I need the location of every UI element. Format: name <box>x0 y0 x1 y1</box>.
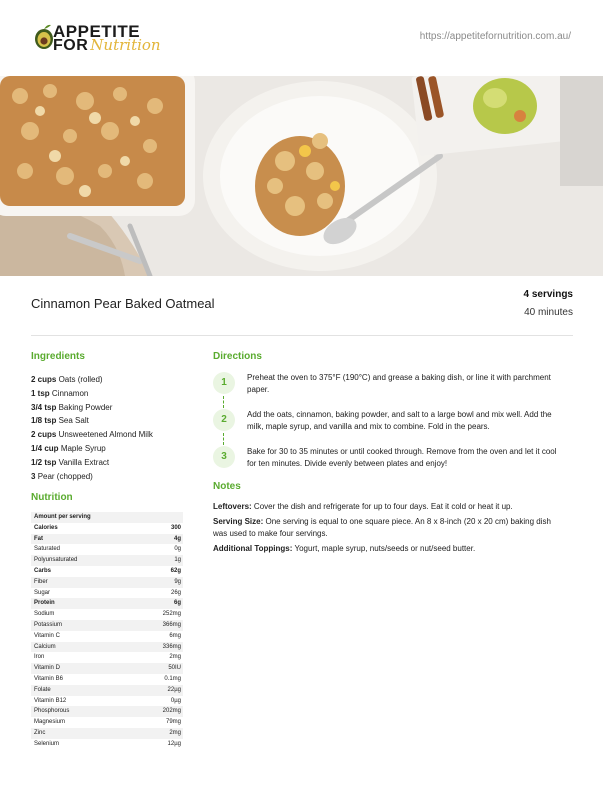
note-text: Yogurt, maple syrup, nuts/seeds or nut/seed butter. <box>294 543 476 553</box>
note-item <box>213 543 565 556</box>
divider <box>31 335 573 336</box>
nutrition-row <box>31 577 183 588</box>
nutrition-row <box>31 555 183 566</box>
step-text: Bake for 30 to 35 minutes or until cooked through. Remove from the oven and let it cool for ten minutes. Divide evenly between plates and enjoy! <box>247 447 557 468</box>
nutrition-value: 26g <box>170 589 181 596</box>
note-item <box>213 516 565 541</box>
nutrition-row <box>31 663 183 674</box>
ingredient-qty: 2 cups <box>31 375 57 384</box>
nutrition-value: 9g <box>174 578 181 585</box>
ingredient-name: Vanilla Extract <box>58 457 110 467</box>
directions-heading: Directions <box>213 351 262 362</box>
ingredient-name: Maple Syrup <box>60 443 106 453</box>
nutrition-row <box>31 523 183 534</box>
nutrition-row <box>31 566 183 577</box>
nutrition-row <box>31 728 183 739</box>
step-connector <box>223 433 225 445</box>
nutrition-row <box>31 598 183 609</box>
nutrition-table <box>31 512 183 750</box>
nutrition-value: 6g <box>173 600 181 607</box>
nutrition-label: Phosphorous <box>34 708 70 715</box>
ingredient-qty: 2 cups <box>31 430 57 440</box>
ingredient-qty: 1 tsp <box>31 388 50 398</box>
baked-oatmeal-photo <box>0 76 603 276</box>
ingredient-item <box>31 373 201 387</box>
nutrition-value: 0g <box>174 546 181 553</box>
nutrition-row <box>31 620 183 631</box>
ingredient-item <box>31 401 201 415</box>
ingredient-name: Baking Powder <box>58 402 113 412</box>
nutrition-row <box>31 534 183 545</box>
nutrition-label: Vitamin D <box>34 665 60 672</box>
ingredient-item <box>31 414 201 428</box>
nutrition-value: 0µg <box>170 697 181 704</box>
step-number: 2 <box>213 409 235 431</box>
logo-appetite: APPETITE <box>53 22 141 41</box>
avocado-icon <box>33 24 55 50</box>
nutrition-row <box>31 696 183 707</box>
note-label: Serving Size: <box>213 516 264 526</box>
nutrition-label: Vitamin B6 <box>34 675 63 682</box>
ingredient-qty: 3/4 tsp <box>31 402 57 412</box>
nutrition-label: Zinc <box>34 729 46 736</box>
page-header <box>0 0 603 76</box>
nutrition-value: 1g <box>174 557 181 564</box>
nutrition-value: 4g <box>173 535 181 542</box>
ingredient-qty: 1/2 tsp <box>31 457 57 467</box>
nutrition-value: 0.1mg <box>164 675 181 682</box>
nutrition-label: Fiber <box>34 578 48 585</box>
note-text: One serving is equal to one square piece. An 8 x 8-inch (20 x 20 cm) baking dish was used to make four servings. <box>213 516 551 538</box>
nutrition-row <box>31 631 183 642</box>
nutrition-header-label: Amount per serving <box>34 514 91 520</box>
recipe-title: Cinnamon Pear Baked Oatmeal <box>31 296 215 311</box>
nutrition-value: 202mg <box>162 708 181 715</box>
nutrition-value: 22µg <box>167 686 181 693</box>
nutrition-value: 50IU <box>168 665 181 672</box>
ingredient-name: Pear (chopped) <box>37 471 93 481</box>
nutrition-value: 2mg <box>169 654 181 661</box>
ingredient-qty: 3 <box>31 471 36 481</box>
logo-for-nutrition <box>53 36 161 55</box>
nutrition-row <box>31 717 183 728</box>
ingredient-name: Oats (rolled) <box>58 375 103 384</box>
note-text: Cover the dish and refrigerate for up to four days. Eat it cold or heat it up. <box>253 502 513 511</box>
ingredients-heading: Ingredients <box>31 351 85 362</box>
notes-list <box>213 501 565 557</box>
ingredient-item <box>31 387 201 401</box>
ingredient-name: Unsweetened Almond Milk <box>58 430 153 440</box>
nutrition-label: Carbs <box>34 567 52 574</box>
nutrition-label: Vitamin C <box>34 632 60 639</box>
nutrition-value: 300 <box>170 524 181 531</box>
nutrition-label: Polyunsaturated <box>34 557 78 564</box>
nutrition-label: Calcium <box>34 643 56 650</box>
nutrition-label: Iron <box>34 654 45 661</box>
note-label: Additional Toppings: <box>213 543 293 553</box>
nutrition-value: 252mg <box>162 611 181 618</box>
nutrition-label: Saturated <box>34 546 61 553</box>
nutrition-header-row <box>31 512 183 523</box>
nutrition-label: Fat <box>34 535 43 542</box>
ingredient-qty: 1/4 cup <box>31 443 59 453</box>
nutrition-row <box>31 609 183 620</box>
step-text: Add the oats, cinnamon, baking powder, and salt to a large bowl and mix well. Add the milk, maple syrup, and vanilla and mix to combine. Fold in the pears. <box>247 410 552 431</box>
nutrition-label: Folate <box>34 686 51 693</box>
nutrition-label: Potassium <box>34 621 63 628</box>
nutrition-row <box>31 642 183 653</box>
logo-nutrition: Nutrition <box>90 36 161 54</box>
nutrition-label: Calories <box>34 524 58 531</box>
step-text: Preheat the oven to 375°F (190°C) and grease a baking dish, or line it with parchment paper. <box>247 373 551 394</box>
total-time: 40 minutes <box>524 307 573 318</box>
ingredient-name: Cinnamon <box>51 388 89 398</box>
nutrition-label: Vitamin B12 <box>34 697 67 704</box>
nutrition-label: Protein <box>34 600 55 607</box>
nutrition-heading: Nutrition <box>31 492 73 503</box>
step-number: 3 <box>213 446 235 468</box>
logo-for: FOR <box>53 37 89 54</box>
site-url[interactable]: https://appetitefornutrition.com.au/ <box>419 31 571 42</box>
ingredient-item <box>31 456 201 470</box>
nutrition-row <box>31 674 183 685</box>
ingredient-item <box>31 428 201 442</box>
nutrition-row <box>31 739 183 750</box>
step-number: 1 <box>213 372 235 394</box>
nutrition-row <box>31 685 183 696</box>
nutrition-value: 62g <box>170 567 181 574</box>
ingredient-qty: 1/8 tsp <box>31 416 57 426</box>
ingredients-list <box>31 373 201 483</box>
hero-photo <box>0 76 603 276</box>
nutrition-label: Sugar <box>34 589 51 596</box>
nutrition-row <box>31 706 183 717</box>
note-item <box>213 501 565 514</box>
notes-heading: Notes <box>213 481 241 492</box>
step-connector <box>223 396 225 408</box>
nutrition-row <box>31 652 183 663</box>
nutrition-value: 6mg <box>169 632 181 639</box>
nutrition-label: Sodium <box>34 611 55 618</box>
servings: 4 servings <box>523 289 573 300</box>
ingredient-name: Sea Salt <box>58 416 89 426</box>
nutrition-label: Magnesium <box>34 719 66 726</box>
nutrition-label: Selenium <box>34 740 60 747</box>
note-label: Leftovers: <box>213 502 252 511</box>
nutrition-value: 336mg <box>162 643 181 650</box>
ingredient-item <box>31 470 201 484</box>
nutrition-row <box>31 588 183 599</box>
nutrition-value: 12µg <box>167 740 181 747</box>
nutrition-value: 2mg <box>169 729 181 736</box>
nutrition-value: 79mg <box>165 719 181 726</box>
nutrition-row <box>31 544 183 555</box>
nutrition-value: 366mg <box>162 621 181 628</box>
ingredient-item <box>31 442 201 456</box>
